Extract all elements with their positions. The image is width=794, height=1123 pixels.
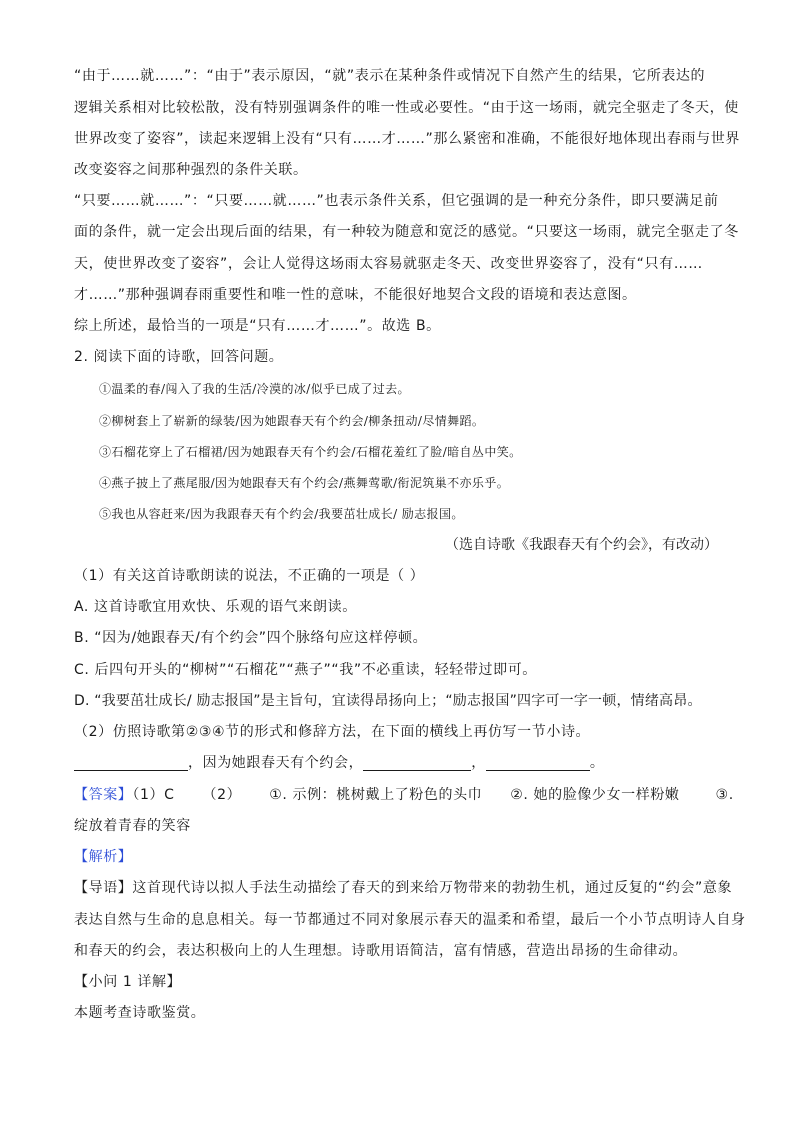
answer-part1: （1）C — [132, 787, 175, 803]
paragraph2-line1: “只要……就……”：“只要……就……”也表示条件关系，但它强调的是一种充分条件，即只要满足前 — [74, 193, 719, 209]
analysis-tag: 【解析】 — [74, 849, 133, 865]
paragraph1-line1: “由于……就……”：“由于”表示原因，“就”表示在某种条件或情况下自然产生的结果，它所表达的 — [74, 68, 706, 84]
blank-3[interactable] — [486, 754, 590, 771]
option-c: C. 后四句开头的“柳树”“石榴花”“燕子”“我”不必重读，轻轻带过即可。 — [74, 662, 537, 678]
fill-middle-text: ，因为她跟春天有个约会， — [188, 755, 364, 771]
answer-example-1: ①. 示例：桃树戴上了粉色的头巾 — [269, 787, 483, 803]
detail-text: 本题考查诗歌鉴赏。 — [74, 1005, 206, 1021]
guide-tag: 【导语】 — [74, 880, 133, 896]
paragraph1-line2: 逻辑关系相对比较松散，没有特别强调条件的唯一性或必要性。“由于这一场雨，就完全驱走了冬天，使 — [74, 100, 739, 116]
poem-stanza-1: ①温柔的春/闯入了我的生活/冷漠的冰/似乎已成了过去。 — [99, 382, 410, 396]
answer-example-2: ②. 她的脸像少女一样粉嫩 — [510, 787, 680, 803]
poem-stanza-4: ④燕子披上了燕尾服/因为她跟春天有个约会/燕舞莺歌/衔泥筑巢不亦乐乎。 — [99, 476, 510, 490]
paragraph2-line4: 才……”那种强调春雨重要性和唯一性的意味，不能很好地契合文段的语境和表达意图。 — [74, 287, 637, 303]
poem-stanza-2: ②柳树套上了崭新的绿装/因为她跟春天有个约会/柳条扭动/尽情舞蹈。 — [99, 414, 485, 428]
fill-in-line — [74, 753, 724, 773]
detail-tag: 【小问 1 详解】 — [74, 974, 182, 990]
guide-text-1: 这首现代诗以拟人手法生动描绘了春天的到来给万物带来的勃勃生机，通过反复的“约会”意象 — [132, 880, 733, 896]
poem-stanza-5: ⑤我也从容赶来/因为我跟春天有个约会/我要茁壮成长/ 励志报国。 — [99, 507, 464, 521]
answer-tag: 【答案】 — [74, 787, 133, 803]
poem-source: （选自诗歌《我跟春天有个约会》，有改动） — [445, 537, 718, 553]
option-a: A. 这首诗歌宜用欢快、乐观的语气来朗读。 — [74, 599, 357, 615]
question2-heading: 2. 阅读下面的诗歌，回答问题。 — [74, 349, 284, 365]
answer-part2: （2） — [202, 787, 242, 803]
guide-line3: 和春天的约会，表达积极向上的人生理想。诗歌用语简洁，富有情感，营造出昂扬的生命律动。 — [74, 943, 688, 959]
answer-example-3: 绽放着青春的笑容 — [74, 818, 191, 834]
answer-example-3-marker: ③. — [715, 787, 734, 803]
paragraph1-line4: 改变姿容之间那种强烈的条件关联。 — [74, 162, 308, 178]
paragraph2-line3: 天，使世界改变了姿容”，会让人觉得这场雨太容易就驱走冬天、改变世界姿容了，没有“只有…… — [74, 256, 703, 272]
sub-question-2: （2）仿照诗歌第②③④节的形式和修辞方法，在下面的横线上再仿写一节小诗。 — [74, 724, 591, 740]
paragraph1-line3: 世界改变了姿容”，读起来逻辑上没有“只有……才……”那么紧密和准确，不能很好地体现出春雨与世界 — [74, 131, 740, 147]
guide-line1 — [74, 878, 733, 898]
option-b: B. “因为/她跟春天/有个约会”四个脉络句应这样停顿。 — [74, 630, 428, 646]
fill-end: 。 — [589, 755, 605, 771]
guide-line2: 表达自然与生命的息息相关。每一节都通过不同对象展示春天的温柔和希望，最后一个小节点明诗人自身 — [74, 912, 746, 928]
option-d: D. “我要茁壮成长/ 励志报国”是主旨句，宜读得昂扬向上；“励志报国”四字可一字一顿，情绪高昂。 — [74, 693, 702, 709]
conclusion: 综上所述，最恰当的一项是“只有……才……”。故选 B。 — [74, 318, 441, 334]
answer-line — [74, 785, 734, 805]
paragraph2-line2: 面的条件，就一定会出现后面的结果，有一种较为随意和宽泛的感觉。“只要这一场雨，就完全驱走了冬 — [74, 224, 739, 240]
fill-comma: ， — [471, 755, 486, 771]
blank-2[interactable] — [363, 754, 471, 771]
poem-stanza-3: ③石榴花穿上了石榴裙/因为她跟春天有个约会/石榴花羞红了脸/暗自丛中笑。 — [99, 445, 522, 459]
sub-question-1: （1）有关这首诗歌朗读的说法，不正确的一项是（ ） — [74, 568, 425, 584]
blank-1[interactable] — [74, 754, 188, 771]
